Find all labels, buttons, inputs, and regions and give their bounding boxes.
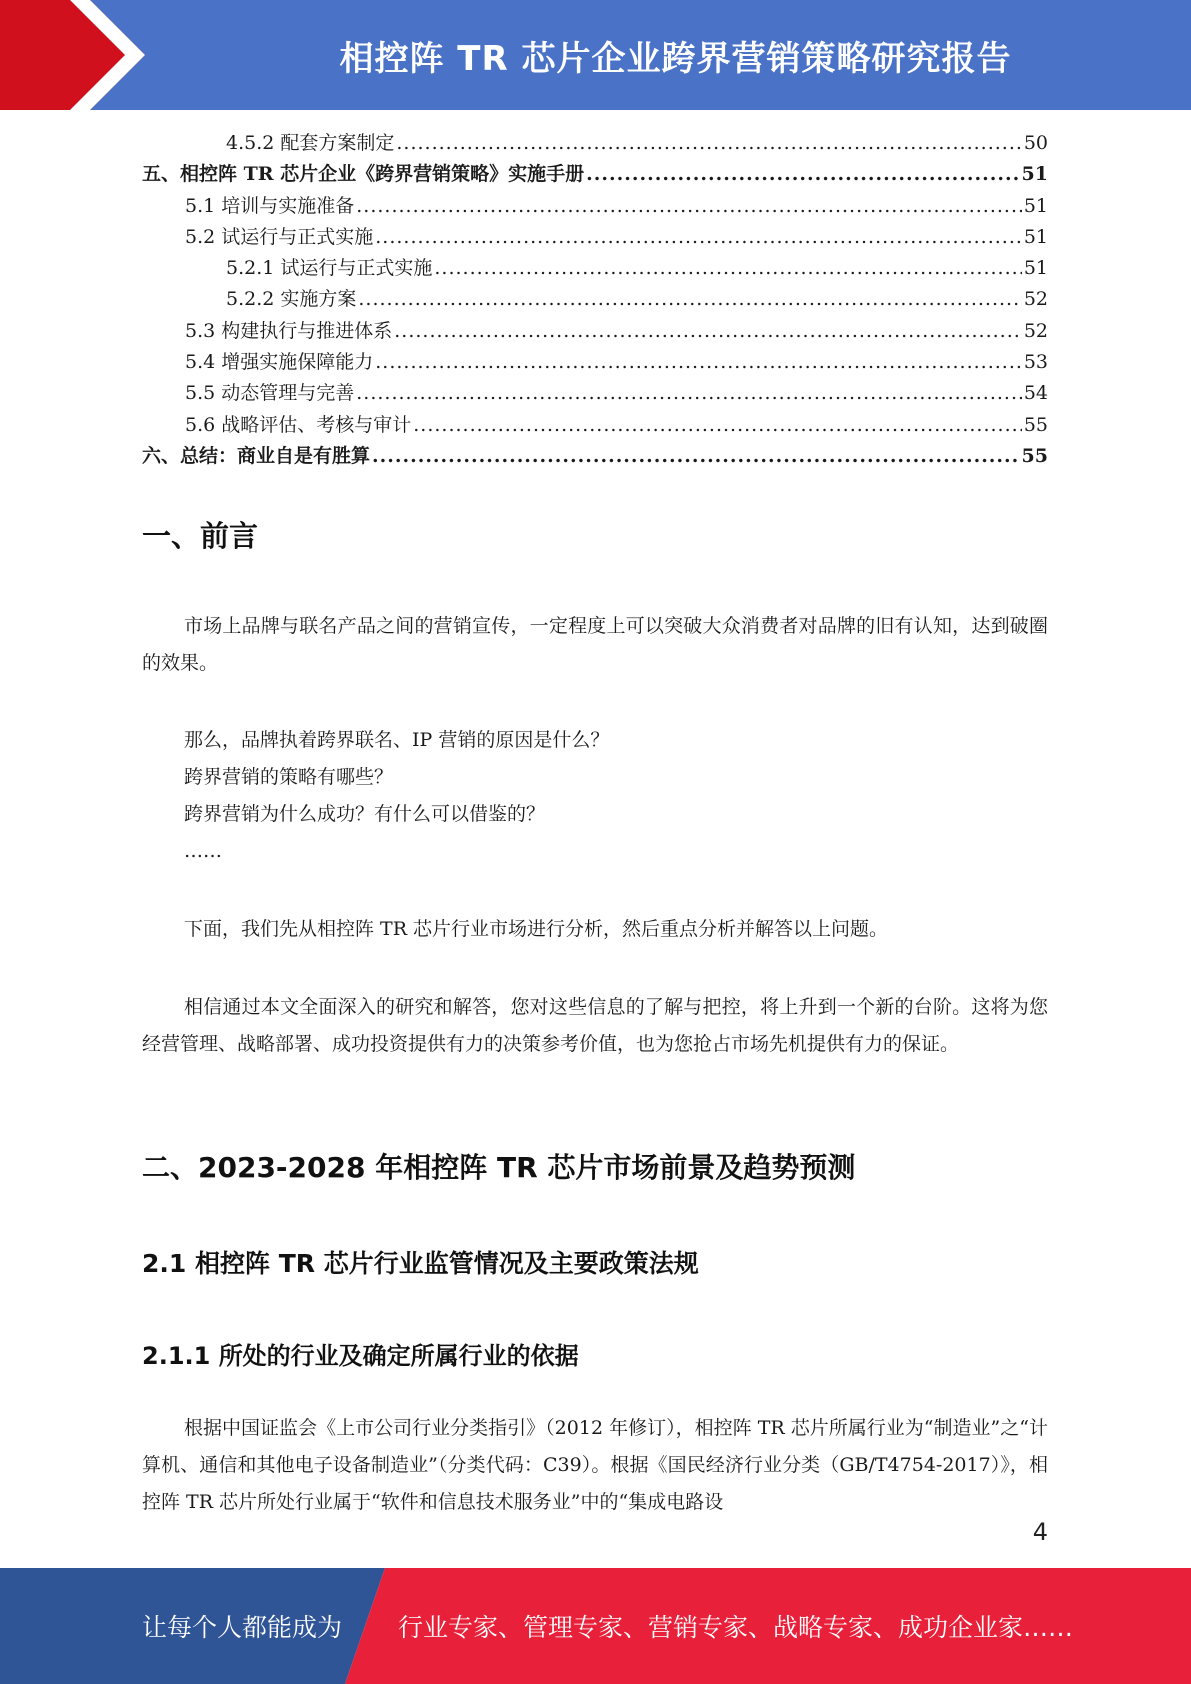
toc-entry[interactable]: [142, 284, 1048, 315]
toc-label: 5.2 试运行与正式实施: [185, 225, 374, 248]
toc-entry[interactable]: [142, 159, 1048, 190]
toc-page: 54: [1023, 382, 1048, 405]
toc-page: 51: [1023, 257, 1048, 280]
toc-entry[interactable]: [142, 128, 1048, 159]
toc-entry[interactable]: [142, 347, 1048, 378]
page-footer: [0, 1568, 1191, 1684]
paragraph: 相信通过本文全面深入的研究和解答，您对这些信息的了解与把控，将上升到一个新的台阶。这将为您经营管理、战略部署、成功投资提供有力的决策参考价值，也为您抢占市场先机提供有力的保证。: [142, 996, 1048, 1055]
report-title: 相控阵 TR 芯片企业跨界营销策略研究报告: [339, 38, 1012, 79]
subsection-heading-2-1: 2.1 相控阵 TR 芯片行业监管情况及主要政策法规: [142, 1249, 699, 1278]
page-number: 4: [1032, 1518, 1048, 1546]
red-chevron-logo: [0, 0, 160, 110]
toc-label: 5.4 增强实施保障能力: [185, 351, 374, 374]
toc-page: 51: [1023, 225, 1048, 248]
footer-slogan-left: 让每个人都能成为: [142, 1613, 343, 1642]
toc-page: 55: [1023, 413, 1048, 436]
toc-label: 5.6 战略评估、考核与审计: [185, 413, 412, 436]
toc-page: 50: [1023, 132, 1048, 154]
toc-label: 5.1 培训与实施准备: [185, 194, 355, 217]
section-heading-preface: 一、前言: [142, 519, 259, 553]
toc-label: 4.5.2 配套方案制定: [226, 132, 395, 154]
page-header: [0, 0, 1191, 110]
toc-entry[interactable]: [142, 222, 1048, 253]
subsection-heading-2-1-1: 2.1.1 所处的行业及确定所属行业的依据: [142, 1342, 579, 1370]
toc-entry[interactable]: [142, 378, 1048, 409]
toc-page: 51: [1023, 194, 1048, 217]
toc-label: 六、总结：商业自是有胜算: [142, 444, 371, 467]
toc-entry[interactable]: [142, 316, 1048, 347]
toc-entry[interactable]: [142, 191, 1048, 222]
toc-label: 5.2.1 试运行与正式实施: [226, 257, 433, 280]
paragraph: 根据中国证监会《上市公司行业分类指引》（2012 年修订），相控阵 TR 芯片所属行业为“制造业”之“计算机、通信和其他电子设备制造业”（分类代码：C39）。根据《国民经济行业分类（GB/T4754-2017）》，相控阵 TR 芯片所处行业属于“软件和信息技术服务业”中的“集成电路设: [142, 1417, 1048, 1513]
toc-page: 52: [1023, 319, 1048, 342]
question-line: 跨界营销为什么成功？有什么可以借鉴的？: [184, 803, 546, 825]
table-of-contents: [142, 128, 1048, 472]
toc-entry[interactable]: [142, 253, 1048, 284]
toc-page: 53: [1023, 351, 1048, 374]
toc-page: 52: [1023, 288, 1048, 311]
toc-page: 51: [1021, 163, 1048, 186]
toc-entry[interactable]: [142, 441, 1048, 472]
footer-slogan-right: 行业专家、管理专家、营销专家、战略专家、成功企业家……: [398, 1613, 1074, 1642]
toc-label: 5.5 动态管理与完善: [185, 382, 355, 405]
toc-label: 5.3 构建执行与推进体系: [185, 319, 393, 342]
question-line: 那么，品牌执着跨界联名、IP 营销的原因是什么？: [184, 729, 610, 751]
toc-label: 五、相控阵 TR 芯片企业《跨界营销策略》实施手册: [142, 163, 585, 186]
toc-page: 55: [1021, 444, 1048, 467]
toc-label: 5.2.2 实施方案: [226, 288, 357, 311]
paragraph: 市场上品牌与联名产品之间的营销宣传，一定程度上可以突破大众消费者对品牌的旧有认知，达到破圈的效果。: [142, 615, 1048, 674]
question-line: 跨界营销的策略有哪些？: [184, 766, 394, 788]
paragraph: 下面，我们先从相控阵 TR 芯片行业市场进行分析，然后重点分析并解答以上问题。: [184, 918, 889, 940]
section-heading-2: 二、2023-2028 年相控阵 TR 芯片市场前景及趋势预测: [142, 1151, 856, 1184]
toc-entry[interactable]: [142, 410, 1048, 441]
ellipsis-line: ……: [184, 840, 222, 862]
